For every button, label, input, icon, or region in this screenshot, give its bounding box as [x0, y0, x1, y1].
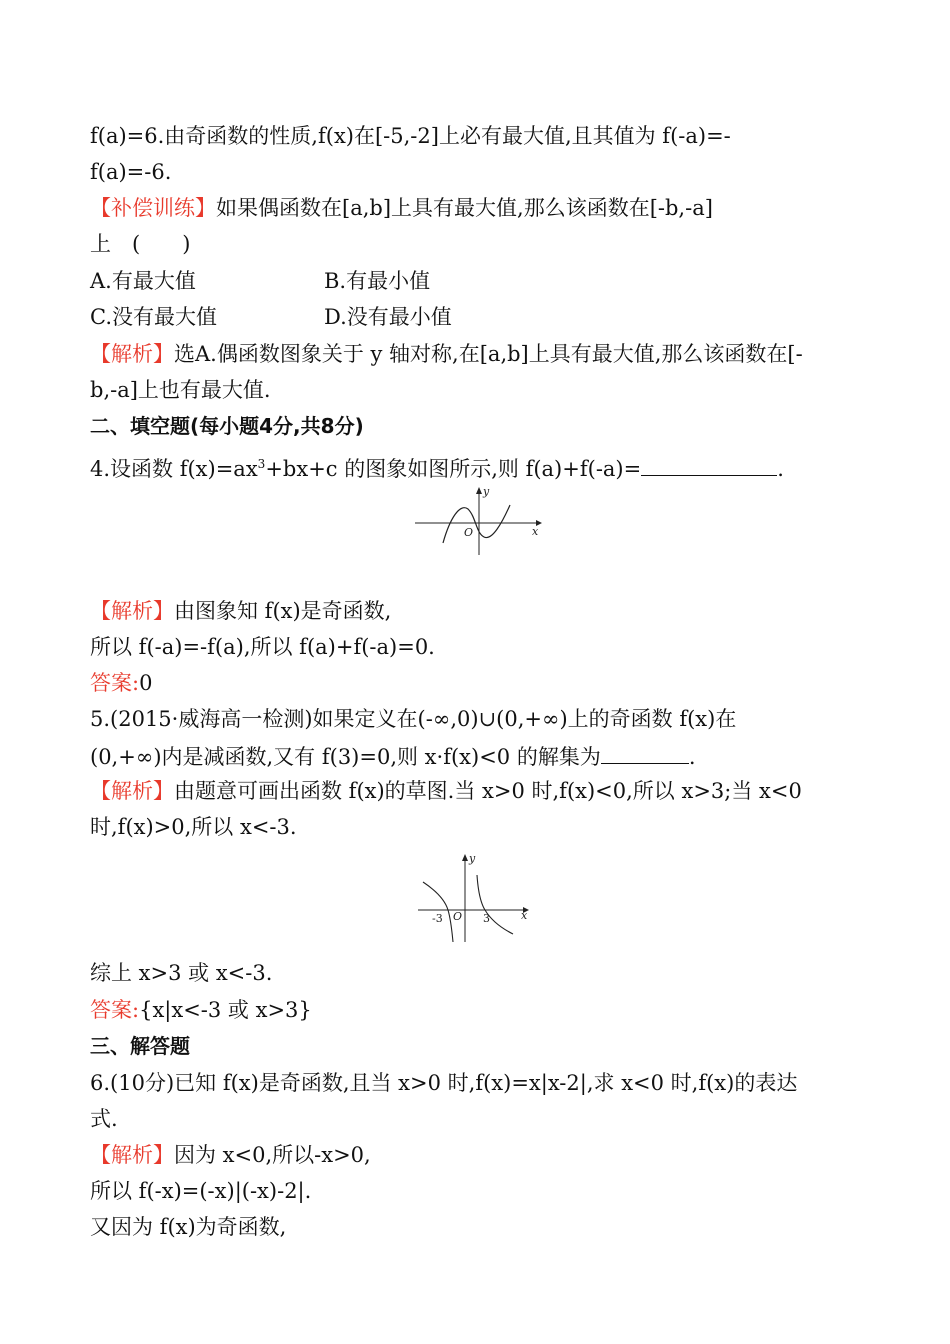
exponent: 3: [257, 457, 266, 471]
section-tag: 【解析】: [90, 779, 174, 803]
answer-blank: [641, 453, 777, 476]
text-line: 时,f(x)>0,所以 x<-3.: [90, 815, 297, 839]
y-arrow: [462, 854, 468, 861]
section-tag: 【解析】: [90, 342, 174, 366]
question-text: 如果偶函数在[a,b]上具有最大值,那么该函数在[-b,-a]: [216, 196, 713, 220]
text-line: 所以 f(-x)=(-x)|(-x)-2|.: [90, 1179, 312, 1203]
answer-line: [90, 668, 152, 698]
option-b: B.有最小值: [324, 269, 431, 293]
answer-text: 选A.偶函数图象关于 y 轴对称,在[a,b]上具有最大值,那么该函数在[-: [174, 342, 803, 366]
section-tag: 【补偿训练】: [90, 196, 216, 220]
option-c: C.没有最大值: [90, 305, 217, 329]
answer-text: 由图象知 f(x)是奇函数,: [174, 599, 392, 623]
odd-function-graph: [415, 850, 535, 945]
text-line: b,-a]上也有最大值.: [90, 378, 271, 402]
section-tag: 【解析】: [90, 1143, 174, 1167]
right-branch: [477, 875, 513, 934]
answer-value: {x|x<-3 或 x>3}: [139, 998, 312, 1022]
text-line: 所以 f(-a)=-f(a),所以 f(a)+f(-a)=0.: [90, 635, 435, 659]
tick-neg-3: -3: [432, 912, 443, 925]
question-text: (0,+∞)内是减函数,又有 f(3)=0,则 x·f(x)<0 的解集为: [90, 745, 601, 769]
tick-pos-3: 3: [483, 912, 490, 925]
option-a: A.有最大值: [90, 269, 196, 293]
answer-blank: [601, 741, 689, 764]
punctuation: .: [777, 457, 784, 481]
answer-6: [90, 1140, 371, 1170]
section-heading: 二、填空题(每小题4分,共8分): [90, 414, 364, 438]
answer-line: [90, 995, 312, 1025]
answer-value: 0: [139, 671, 153, 695]
x-label: x: [532, 525, 539, 538]
answer-tag: 答案:: [90, 671, 140, 695]
option-d: D.没有最小值: [324, 305, 452, 329]
text-line: 式.: [90, 1107, 118, 1131]
question-3: [90, 193, 713, 223]
answer-5: [90, 776, 802, 806]
answer-3: [90, 339, 803, 369]
section-tag: 【解析】: [90, 599, 174, 623]
text-line: 上 ( ): [90, 232, 191, 256]
section-heading: 三、解答题: [90, 1034, 190, 1058]
curve: [443, 505, 510, 543]
text-line: 又因为 f(x)为奇函数,: [90, 1215, 287, 1239]
answer-4: [90, 596, 391, 626]
y-label: y: [469, 852, 476, 865]
text-line: f(a)=-6.: [90, 160, 172, 184]
answer-tag: 答案:: [90, 998, 140, 1022]
question-6: 6.(10分)已知 f(x)是奇函数,且当 x>0 时,f(x)=x|x-2|,求 x<0 时,f(x)的表达: [90, 1071, 798, 1095]
y-label: y: [483, 485, 490, 498]
option-row: [90, 266, 196, 296]
punctuation: .: [688, 745, 696, 769]
text-line: 综上 x>3 或 x<-3.: [90, 961, 273, 985]
text-line: f(a)=6.由奇函数的性质,f(x)在[-5,-2]上必有最大值,且其值为 f(-a)=-: [90, 124, 731, 148]
cubic-graph: [410, 483, 545, 558]
origin-label: O: [464, 526, 474, 539]
origin-label: O: [453, 910, 463, 923]
question-text: +bx+c 的图象如图所示,则 f(a)+f(-a)=: [265, 457, 642, 481]
x-label: x: [521, 909, 528, 922]
text-line: [90, 741, 696, 772]
answer-text: 因为 x<0,所以-x>0,: [174, 1143, 371, 1167]
question-text: 4.设函数 f(x)=ax: [90, 457, 258, 481]
answer-text: 由题意可画出函数 f(x)的草图.当 x>0 时,f(x)<0,所以 x>3;当 x<0: [174, 779, 802, 803]
y-arrow: [476, 487, 482, 494]
question-5: 5.(2015·威海高一检测)如果定义在(-∞,0)∪(0,+∞)上的奇函数 f(x)在: [90, 707, 737, 731]
question-4: [90, 449, 784, 484]
